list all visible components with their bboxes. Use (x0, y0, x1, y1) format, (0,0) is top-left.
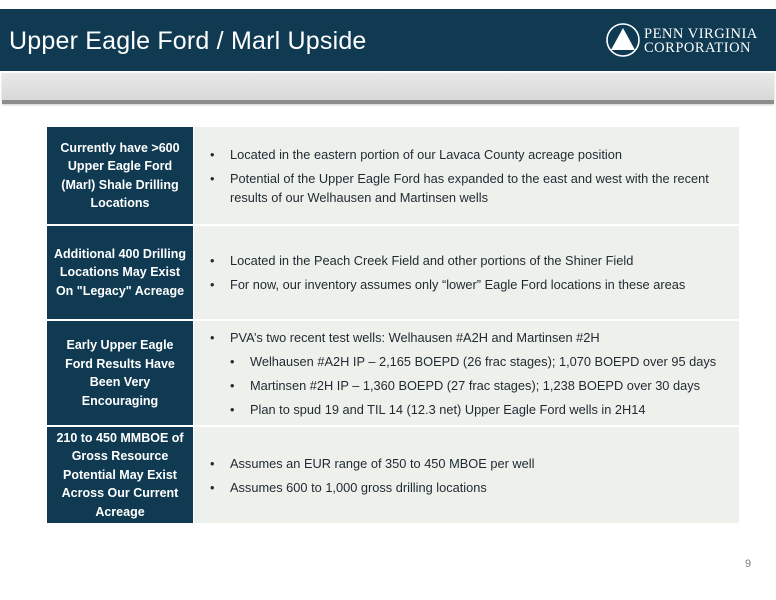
title-bar (0, 9, 776, 71)
bullet-item: • For now, our inventory assumes only “lower” Eagle Ford locations in these areas (194, 275, 729, 294)
table-row (47, 427, 739, 523)
row-label: 210 to 450 MMBOE of Gross Resource Potential May Exist Across Our Current Acreage (47, 427, 193, 523)
bullet-list (194, 145, 729, 207)
page-number: 9 (745, 558, 752, 570)
table-row (47, 321, 739, 425)
row-content (194, 127, 739, 224)
logo-text (644, 27, 758, 55)
bullet-list (194, 251, 729, 294)
sub-bullet-item: • Martinsen #2H IP – 1,360 BOEPD (27 frac stages); 1,238 BOEPD over 30 days (194, 376, 729, 395)
bullet-list (194, 328, 729, 419)
bullet-item: • Located in the Peach Creek Field and other portions of the Shiner Field (194, 251, 729, 270)
row-content (194, 427, 739, 523)
table-row (47, 127, 739, 224)
logo-line-1: PENN VIRGINIA (644, 26, 758, 42)
content-table (47, 127, 739, 523)
row-label: Additional 400 Drilling Locations May Exist On "Legacy" Acreage (47, 226, 193, 319)
slide-title: Upper Eagle Ford / Marl Upside (9, 27, 367, 55)
row-label: Early Upper Eagle Ford Results Have Been Very Encouraging (47, 321, 193, 425)
logo-line-2: CORPORATION (644, 40, 752, 56)
sub-bullet-item: • Plan to spud 19 and TIL 14 (12.3 net) Upper Eagle Ford wells in 2H14 (194, 400, 729, 419)
bullet-item: • Potential of the Upper Eagle Ford has expanded to the east and west with the recent results of our Welhausen and Martinsen wells (194, 169, 729, 207)
triangle-logo-icon (606, 23, 640, 57)
bullet-list (194, 454, 729, 497)
bullet-item: • PVA’s two recent test wells: Welhausen #A2H and Martinsen #2H (194, 328, 729, 347)
row-content (194, 321, 739, 425)
sub-bullet-item: • Welhausen #A2H IP – 2,165 BOEPD (26 frac stages); 1,070 BOEPD over 95 days (194, 352, 729, 371)
bullet-item: • Assumes an EUR range of 350 to 450 MBOE per well (194, 454, 729, 473)
bullet-item: • Located in the eastern portion of our Lavaca County acreage position (194, 145, 729, 164)
header-divider-bar (2, 73, 774, 104)
row-label: Currently have >600 Upper Eagle Ford (Marl) Shale Drilling Locations (47, 127, 193, 224)
table-row (47, 226, 739, 319)
row-content (194, 226, 739, 319)
company-logo (606, 13, 772, 67)
bullet-item: • Assumes 600 to 1,000 gross drilling locations (194, 478, 729, 497)
